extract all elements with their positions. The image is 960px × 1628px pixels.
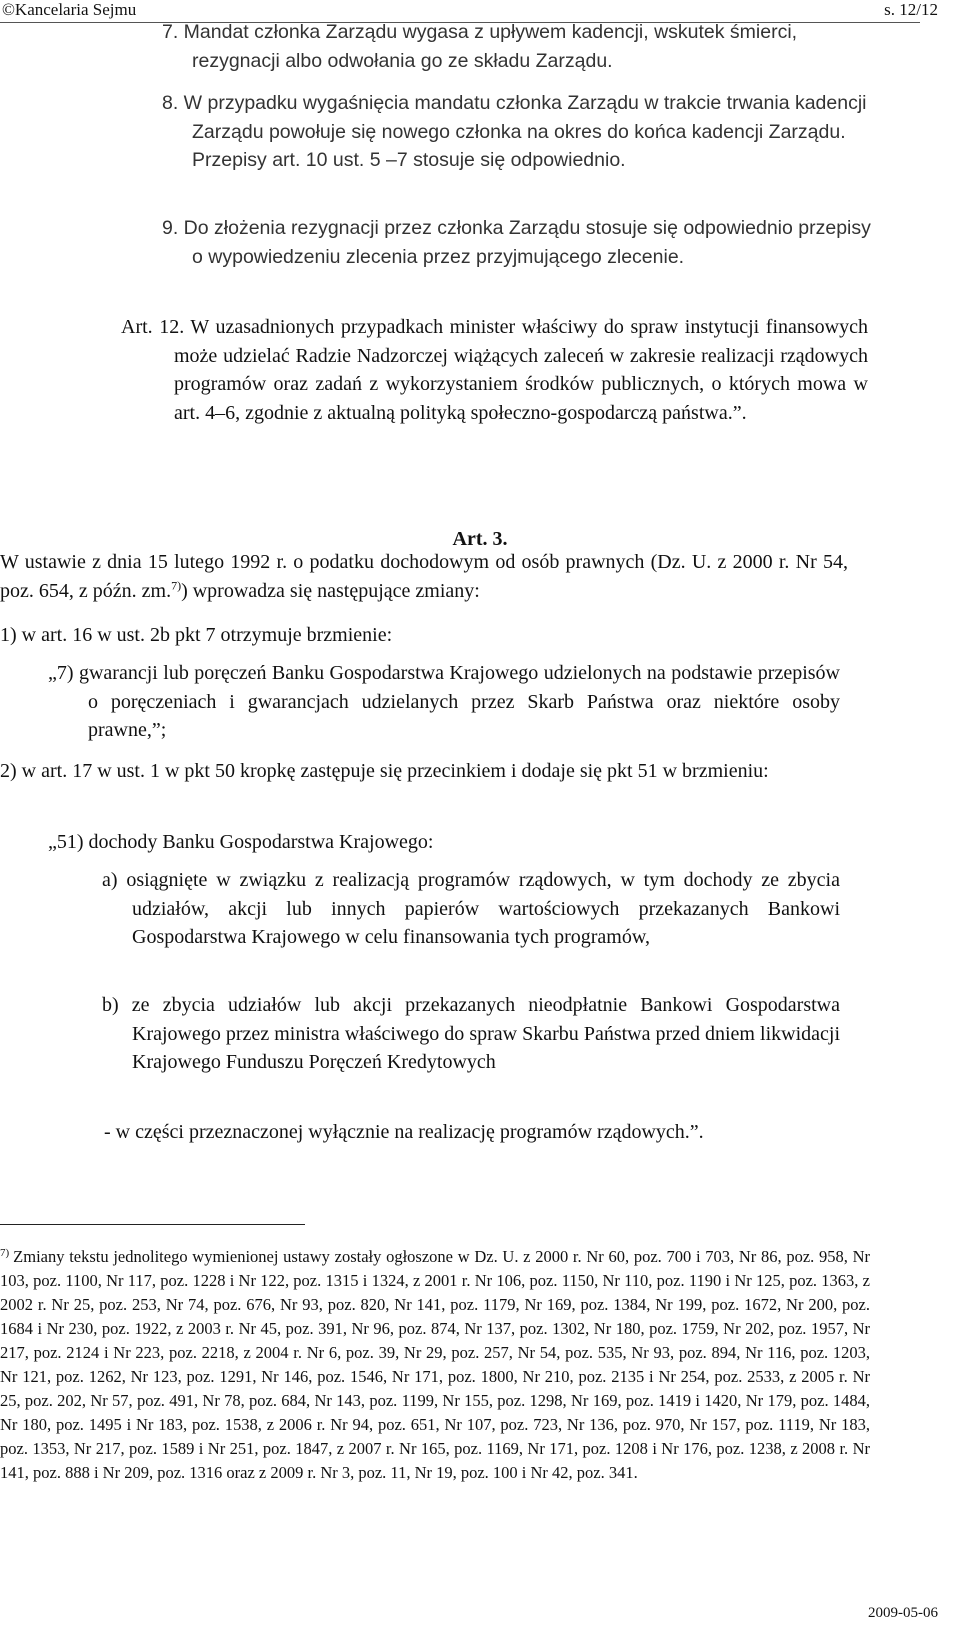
footnote-reference: 7): [171, 577, 182, 592]
footnote-mark: 7): [0, 1246, 10, 1259]
footer-date: 2009-05-06: [868, 1605, 938, 1621]
paragraph-8: 8. W przypadku wygaśnięcia mandatu członka Zarządu w trakcie trwania kadencji Zarządu powołuje się nowego członka na okres do końca kadencji Zarządu. Przepisy art. 10 ust. 5 –7 stosuje się odpowiednio.: [162, 92, 867, 171]
article-12: Art. 12. W uzasadnionych przypadkach minister właściwy do spraw instytucji finansowych może udzielać Radzie Nadzorczej wiążących zaleceń w zakresie realizacji rządowych programów oraz zadań z wykorzystaniem środków publicznych, o których mowa w art. 4–6, zgodnie z aktualną polityką społeczno-gospodarczą państwa.”.: [121, 316, 868, 424]
article-3-heading: Art. 3.: [452, 528, 508, 550]
footnote-text: Zmiany tekstu jednolitego wymienionej ustawy zostały ogłoszone w Dz. U. z 2000 r. Nr 60, poz. 700 i 703, Nr 86, poz. 958, Nr 103, poz. 1100, Nr 117, poz. 1228 i Nr 122, poz. 1315 i 1324, z 2001 r. Nr 106, poz. 1150, Nr 110, poz. 1190 i Nr 125, poz. 1363, z 2002 r. Nr 25, poz. 253, Nr 74, poz. 676, Nr 93, poz. 820, Nr 141, poz. 1179, Nr 169, poz. 1384, Nr 199, poz. 1672, Nr 200, poz. 1684 i Nr 230, poz. 1922, z 2003 r. Nr 45, poz. 391, Nr 96, poz. 874, Nr 137, poz. 1302, Nr 180, poz. 1759, Nr 202, poz. 1957, Nr 217, poz. 2124 i Nr 223, poz. 2218, z 2004 r. Nr 6, poz. 39, Nr 29, poz. 257, Nr 54, poz. 535, Nr 93, poz. 894, Nr 116, poz. 1203, Nr 121, poz. 1262, Nr 123, poz. 1291, Nr 146, poz. 1546, Nr 171, poz. 1800, Nr 210, poz. 2135 i Nr 254, poz. 2533, z 2005 r. Nr 25, poz. 202, Nr 57, poz. 491, Nr 78, poz. 684, Nr 143, poz. 1199, Nr 155, poz. 1298, Nr 169, poz. 1419 i 1420, Nr 179, poz. 1484, Nr 180, poz. 1495 i Nr 183, poz. 1538, z 2006 r. Nr 94, poz. 651, Nr 107, poz. 723, Nr 136, poz. 970, Nr 157, poz. 1119, Nr 183, poz. 1353, Nr 217, poz. 1589 i Nr 251, poz. 1847, z 2007 r. Nr 165, poz. 1169, Nr 171, poz. 1208 i Nr 176, poz. 1238, z 2008 r. Nr 141, poz. 888 i Nr 209, poz. 1316 oraz z 2009 r. Nr 3, poz. 11, Nr 19, poz. 100 i Nr 42, poz. 341.: [0, 1247, 870, 1482]
article-3-intro-text: W ustawie z dnia 15 lutego 1992 r. o podatku dochodowym od osób prawnych (Dz. U. z 2000 r. Nr 54, poz. 654, z późn. zm.: [0, 551, 848, 602]
article-3-intro: [0, 548, 848, 605]
paragraph-7: 7. Mandat członka Zarządu wygasa z upływem kadencji, wskutek śmierci, rezygnacji albo odwołania go ze składu Zarządu.: [162, 21, 798, 72]
amendment-2-closing: - w części przeznaczonej wyłącznie na realizację programów rządowych.”.: [104, 1121, 704, 1143]
amendment-2-point-a: a) osiągnięte w związku z realizacją programów rządowych, w tym dochody ze zbycia udziałów, akcji lub innych papierów wartościowych przekazanych Bankowi Gospodarstwa Krajowego w celu finansowania tych programów,: [102, 869, 840, 948]
amendment-2-quote: „51) dochody Banku Gospodarstwa Krajowego:: [48, 831, 434, 853]
amendment-1-quote: „7) gwarancji lub poręczeń Banku Gospodarstwa Krajowego udzielonych na podstawie przepisów o poręczeniach i gwarancjach udzielanych przez Skarb Państwa oraz niektóre osoby prawne,”;: [48, 662, 840, 741]
header-source: ©Kancelaria Sejmu: [2, 0, 137, 19]
footnote-separator: [0, 1224, 305, 1225]
amendment-1: 1) w art. 16 w ust. 2b pkt 7 otrzymuje brzmienie:: [0, 624, 393, 646]
paragraph-9: 9. Do złożenia rezygnacji przez członka Zarządu stosuje się odpowiednio przepisy o wypowiedzeniu zlecenia przez przyjmującego zlecenie.: [162, 217, 871, 268]
amendment-2: 2) w art. 17 w ust. 1 w pkt 50 kropkę zastępuje się przecinkiem i dodaje się pkt 51 w brzmieniu:: [0, 760, 769, 782]
article-3-intro-tail: ) wprowadza się następujące zmiany:: [181, 579, 480, 602]
header-page-number: s. 12/12: [884, 0, 938, 19]
amendment-2-point-b: b) ze zbycia udziałów lub akcji przekazanych nieodpłatnie Bankowi Gospodarstwa Krajowego przez ministra właściwego do spraw Skarbu Państwa przed dniem likwidacji Krajowego Funduszu Poręczeń Kredytowych: [102, 994, 840, 1073]
footnote: [0, 1245, 870, 1485]
